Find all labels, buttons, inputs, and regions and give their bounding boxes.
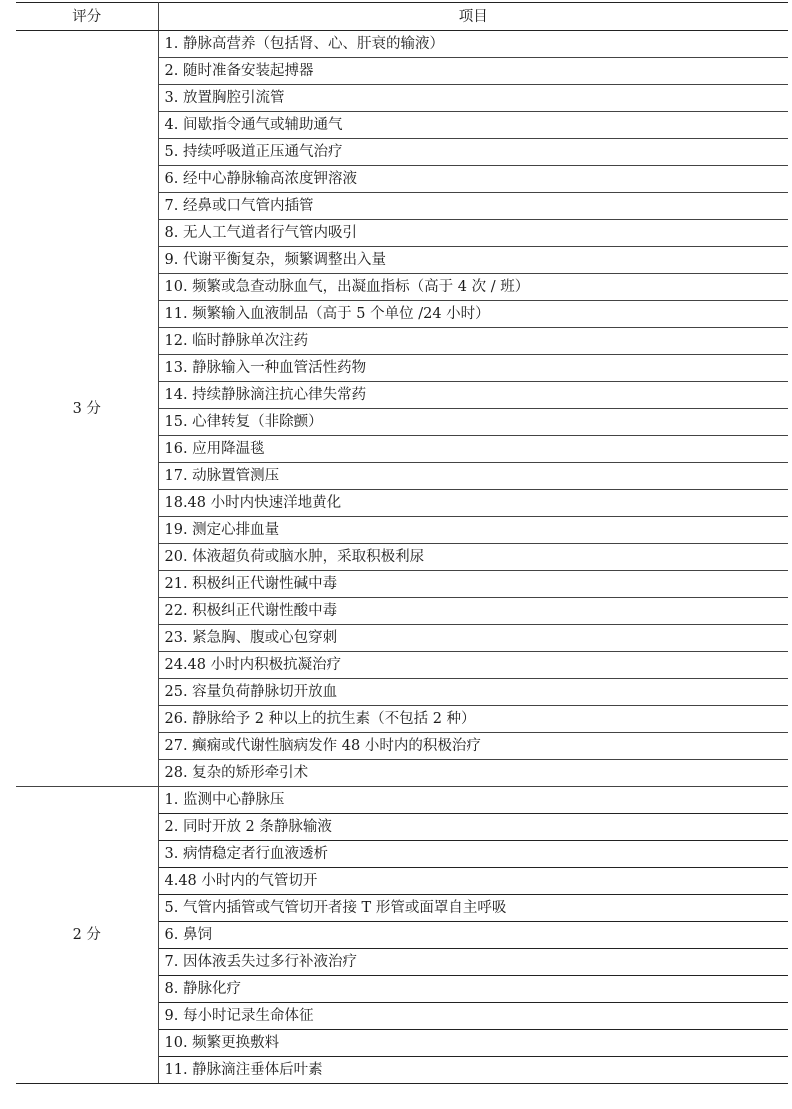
scoring-table bbox=[16, 2, 788, 1084]
item-cell: 16. 应用降温毯 bbox=[158, 436, 788, 463]
table-row bbox=[16, 787, 788, 814]
item-cell: 19. 测定心排血量 bbox=[158, 517, 788, 544]
item-cell: 4. 间歇指令通气或辅助通气 bbox=[158, 112, 788, 139]
item-cell: 18.48 小时内快速洋地黄化 bbox=[158, 490, 788, 517]
item-cell: 9. 每小时记录生命体征 bbox=[158, 1003, 788, 1030]
item-cell: 26. 静脉给予 2 种以上的抗生素（不包括 2 种） bbox=[158, 706, 788, 733]
table-row bbox=[16, 31, 788, 58]
item-cell: 7. 因体液丢失过多行补液治疗 bbox=[158, 949, 788, 976]
item-cell: 28. 复杂的矫形牵引术 bbox=[158, 760, 788, 787]
item-cell: 10. 频繁更换敷料 bbox=[158, 1030, 788, 1057]
item-cell: 27. 癫痫或代谢性脑病发作 48 小时内的积极治疗 bbox=[158, 733, 788, 760]
item-cell: 7. 经鼻或口气管内插管 bbox=[158, 193, 788, 220]
item-cell: 8. 静脉化疗 bbox=[158, 976, 788, 1003]
item-cell: 14. 持续静脉滴注抗心律失常药 bbox=[158, 382, 788, 409]
item-cell: 9. 代谢平衡复杂，频繁调整出入量 bbox=[158, 247, 788, 274]
item-cell: 5. 持续呼吸道正压通气治疗 bbox=[158, 139, 788, 166]
item-cell: 25. 容量负荷静脉切开放血 bbox=[158, 679, 788, 706]
header-score: 评分 bbox=[16, 3, 158, 31]
score-cell: 2 分 bbox=[16, 787, 158, 1084]
item-cell: 13. 静脉输入一种血管活性药物 bbox=[158, 355, 788, 382]
item-cell: 22. 积极纠正代谢性酸中毒 bbox=[158, 598, 788, 625]
score-group-2 bbox=[16, 787, 788, 1084]
header-item: 项目 bbox=[158, 3, 788, 31]
header-row bbox=[16, 3, 788, 31]
scoring-table-container bbox=[16, 2, 788, 1084]
score-cell: 3 分 bbox=[16, 31, 158, 787]
item-cell: 2. 随时准备安装起搏器 bbox=[158, 58, 788, 85]
item-cell: 11. 频繁输入血液制品（高于 5 个单位 /24 小时） bbox=[158, 301, 788, 328]
item-cell: 6. 鼻饲 bbox=[158, 922, 788, 949]
item-cell: 20. 体液超负荷或脑水肿，采取积极利尿 bbox=[158, 544, 788, 571]
item-cell: 11. 静脉滴注垂体后叶素 bbox=[158, 1057, 788, 1084]
item-cell: 6. 经中心静脉输高浓度钾溶液 bbox=[158, 166, 788, 193]
item-cell: 12. 临时静脉单次注药 bbox=[158, 328, 788, 355]
item-cell: 10. 频繁或急查动脉血气，出凝血指标（高于 4 次 / 班） bbox=[158, 274, 788, 301]
item-cell: 23. 紧急胸、腹或心包穿刺 bbox=[158, 625, 788, 652]
item-cell: 4.48 小时内的气管切开 bbox=[158, 868, 788, 895]
item-cell: 1. 静脉高营养（包括肾、心、肝衰的输液） bbox=[158, 31, 788, 58]
item-cell: 24.48 小时内积极抗凝治疗 bbox=[158, 652, 788, 679]
item-cell: 3. 放置胸腔引流管 bbox=[158, 85, 788, 112]
item-cell: 17. 动脉置管测压 bbox=[158, 463, 788, 490]
item-cell: 2. 同时开放 2 条静脉输液 bbox=[158, 814, 788, 841]
item-cell: 5. 气管内插管或气管切开者接 T 形管或面罩自主呼吸 bbox=[158, 895, 788, 922]
item-cell: 1. 监测中心静脉压 bbox=[158, 787, 788, 814]
item-cell: 21. 积极纠正代谢性碱中毒 bbox=[158, 571, 788, 598]
item-cell: 3. 病情稳定者行血液透析 bbox=[158, 841, 788, 868]
item-cell: 8. 无人工气道者行气管内吸引 bbox=[158, 220, 788, 247]
item-cell: 15. 心律转复（非除颤） bbox=[158, 409, 788, 436]
score-group-3 bbox=[16, 31, 788, 787]
